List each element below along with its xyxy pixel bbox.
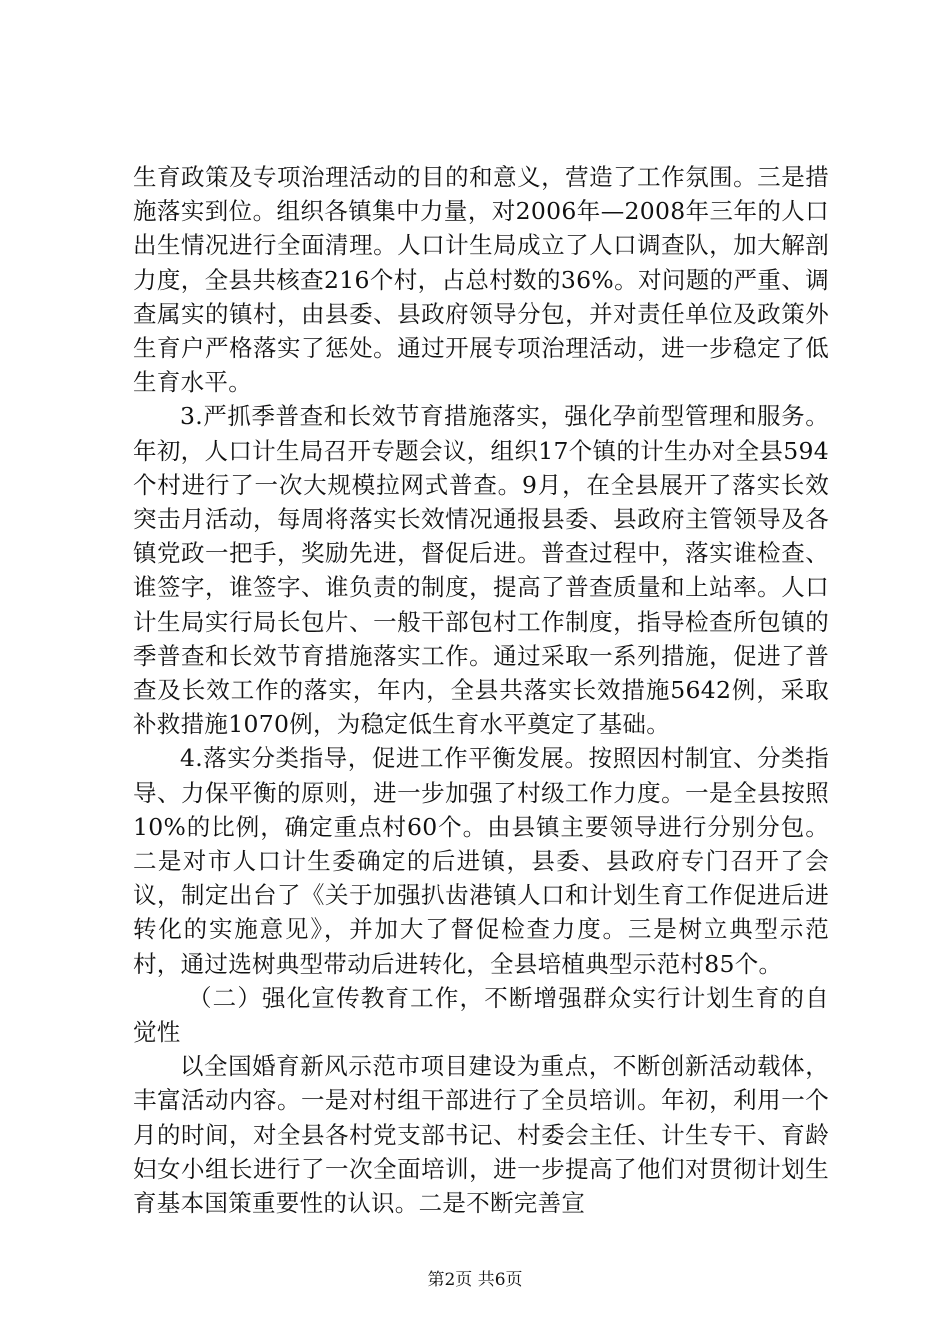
paragraph-section-body: 以全国婚育新风示范市项目建设为重点，不断创新活动载体，丰富活动内容。一是对村组干部进行了全员培训。年初，利用一个月的时间，对全县各村党支部书记、村委会主任、计生专干、育龄妇女小组长进行了一次全面培训，进一步提高了他们对贯彻计划生育基本国策重要性的认识。二是不断完善宣 (133, 1052, 829, 1218)
paragraph-continuation: 生育政策及专项治理活动的目的和意义，营造了工作氛围。三是措施落实到位。组织各镇集中力量，对2006年—2008年三年的人口出生情况进行全面清理。人口计生局成立了人口调查队，加大解剖力度，全县共核查216个村，占总村数的36%。对问题的严重、调查属实的镇村，由县委、县政府领导分包，并对责任单位及政策外生育户严格落实了惩处。通过开展专项治理活动，进一步稳定了低生育水平。 (133, 163, 829, 397)
body-text (133, 160, 829, 1220)
section-heading: （二）强化宣传教育工作，不断增强群众实行计划生育的自觉性 (133, 983, 829, 1047)
paragraph-item-3: 3.严抓季普查和长效节育措施落实，强化孕前型管理和服务。年初，人口计生局召开专题会议，组织17个镇的计生办对全县594个村进行了一次大规模拉网式普查。9月，在全县展开了落实长效突击月活动，每周将落实长效情况通报县委、县政府主管领导及各镇党政一把手，奖励先进，督促后进。普查过程中，落实谁检查、谁签字，谁签字、谁负责的制度，提高了普查质量和上站率。人口计生局实行局长包片、一般干部包村工作制度，指导检查所包镇的季普查和长效节育措施落实工作。通过采取一系列措施，促进了普查及长效工作的落实，年内，全县共落实长效措施5642例，采取补救措施1070例，为稳定低生育水平奠定了基础。 (133, 402, 829, 739)
paragraph-item-4: 4.落实分类指导，促进工作平衡发展。按照因村制宜、分类指导、力保平衡的原则，进一步加强了村级工作力度。一是全县按照10%的比例，确定重点村60个。由县镇主要领导进行分别分包。二是对市人口计生委确定的后进镇，县委、县政府专门召开了会议，制定出台了《关于加强扒齿港镇人口和计划生育工作促进后进转化的实施意见》，并加大了督促检查力度。三是树立典型示范村，通过选树典型带动后进转化，全县培植典型示范村85个。 (133, 744, 829, 978)
page-footer: 第2页 共6页 (427, 1270, 523, 1290)
